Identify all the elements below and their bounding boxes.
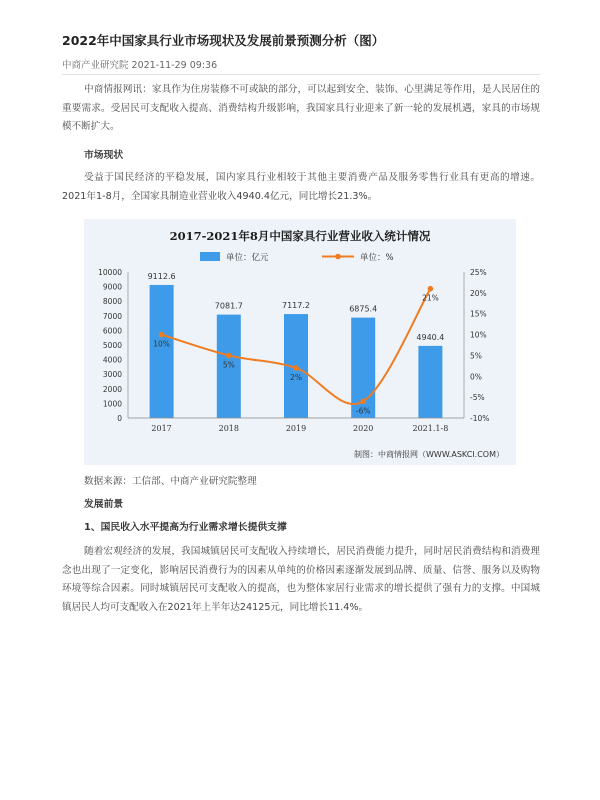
growth-point-2019 <box>293 365 299 371</box>
y-left-tick-label: 9000 <box>102 282 122 292</box>
x-tick-label: 2021.1-8 <box>412 424 449 433</box>
y-left-tick-label: 1000 <box>102 399 122 409</box>
y-left-tick-label: 3000 <box>102 370 122 380</box>
y-axis-left <box>98 268 128 423</box>
market-paragraph: 受益于国民经济的平稳发展，国内家具行业相较于其他主要消费产品及服务零售行业具有更高的增速。2021年1-8月，全国家具制造业营业收入4940.4亿元，同比增长21.3%。 <box>62 172 540 202</box>
x-axis <box>128 418 464 433</box>
chart-legend <box>200 252 394 263</box>
growth-point-2021.1-8 <box>428 286 434 292</box>
y-left-tick-label: 4000 <box>102 355 122 365</box>
growth-value-label: 2% <box>290 372 302 382</box>
growth-point-2018 <box>226 353 232 359</box>
income-paragraph: 随着宏观经济的发展，我国城镇居民可支配收入持续增长，居民消费能力提升，同时居民消费结构和消费理念也出现了一定变化，影响居民消费行为的因素从单纯的价格因素逐渐发展到品牌、质量、信誉、服务以及购物环境等综合因素。同时城镇居民可支配收入的提高，也为整体家居行业需求的增长提供了强有力的支撑。中国城镇居民人均可支配收入在2021年上半年达24125元，同比增长11.4%。 <box>62 546 540 613</box>
legend-label-bar: 单位：亿元 <box>226 253 269 263</box>
y-left-tick-label: 8000 <box>102 297 122 307</box>
growth-value-label: 5% <box>222 360 235 370</box>
y-right-tick-label: -5% <box>470 393 485 403</box>
y-left-tick-label: 2000 <box>102 384 122 394</box>
growth-point-2017 <box>159 332 165 338</box>
growth-value-label: 21% <box>422 293 439 303</box>
revenue-chart <box>84 219 516 465</box>
divider <box>62 74 540 75</box>
bar-value-label: 9112.6 <box>147 271 176 281</box>
article-title: 2022年中国家具行业市场现状及发展前景预测分析（图） <box>62 33 385 48</box>
y-right-tick-label: -10% <box>470 414 490 423</box>
growth-value-label: -6% <box>355 406 371 416</box>
y-left-tick-label: 7000 <box>102 311 122 321</box>
y-left-tick-label: 6000 <box>102 326 122 336</box>
x-tick-label: 2017 <box>151 424 172 433</box>
legend-swatch-marker <box>335 254 341 260</box>
legend-label-line: 单位：% <box>360 253 394 263</box>
y-axis-right <box>464 268 489 423</box>
y-right-tick-label: 5% <box>470 351 482 361</box>
growth-value-label: 10% <box>153 339 170 349</box>
bar-2021.1-8 <box>418 346 442 418</box>
subheading-income: 1、国民收入水平提高为行业需求增长提供支撑 <box>84 522 287 533</box>
bar-value-label: 4940.4 <box>416 332 445 342</box>
section-heading-market: 市场现状 <box>84 150 124 161</box>
growth-point-2020 <box>360 399 366 405</box>
x-tick-label: 2019 <box>285 424 307 433</box>
y-left-tick-label: 10000 <box>98 268 122 277</box>
revenue-chart-svg <box>84 219 516 465</box>
x-tick-label: 2018 <box>218 424 239 433</box>
chart-title: 2017-2021年8月中国家具行业营业收入统计情况 <box>169 229 431 243</box>
data-source-note: 数据来源：工信部、中商产业研究院整理 <box>84 476 257 487</box>
y-right-tick-label: 0% <box>470 372 482 382</box>
x-tick-label: 2020 <box>353 424 374 433</box>
y-right-tick-label: 25% <box>470 268 487 277</box>
article-meta: 中商产业研究院 2021-11-29 09:36 <box>62 60 218 71</box>
y-right-tick-label: 10% <box>470 330 487 340</box>
section-heading-outlook: 发展前景 <box>84 499 124 510</box>
y-right-tick-label: 20% <box>470 288 487 298</box>
bar-value-label: 6875.4 <box>349 304 378 314</box>
y-left-tick-label: 5000 <box>102 341 122 350</box>
bar-value-label: 7117.2 <box>282 301 310 311</box>
bar-value-label: 7081.7 <box>214 301 243 311</box>
y-right-tick-label: 15% <box>470 309 487 319</box>
legend-swatch-bar <box>200 252 220 261</box>
bar-2017 <box>150 285 174 418</box>
intro-paragraph: 中商情报网讯：家具作为住房装修不可或缺的部分，可以起到安全、装饰、心里满足等作用，是人民居住的重要需求。受居民可支配收入提高、消费结构升级影响，我国家具行业迎来了新一轮的发展机遇，家具的市场规模不断扩大。 <box>62 84 540 132</box>
y-left-tick-label: 0 <box>117 414 122 423</box>
chart-credit: 制图：中商情报网（WWW.ASKCI.COM） <box>354 450 504 459</box>
